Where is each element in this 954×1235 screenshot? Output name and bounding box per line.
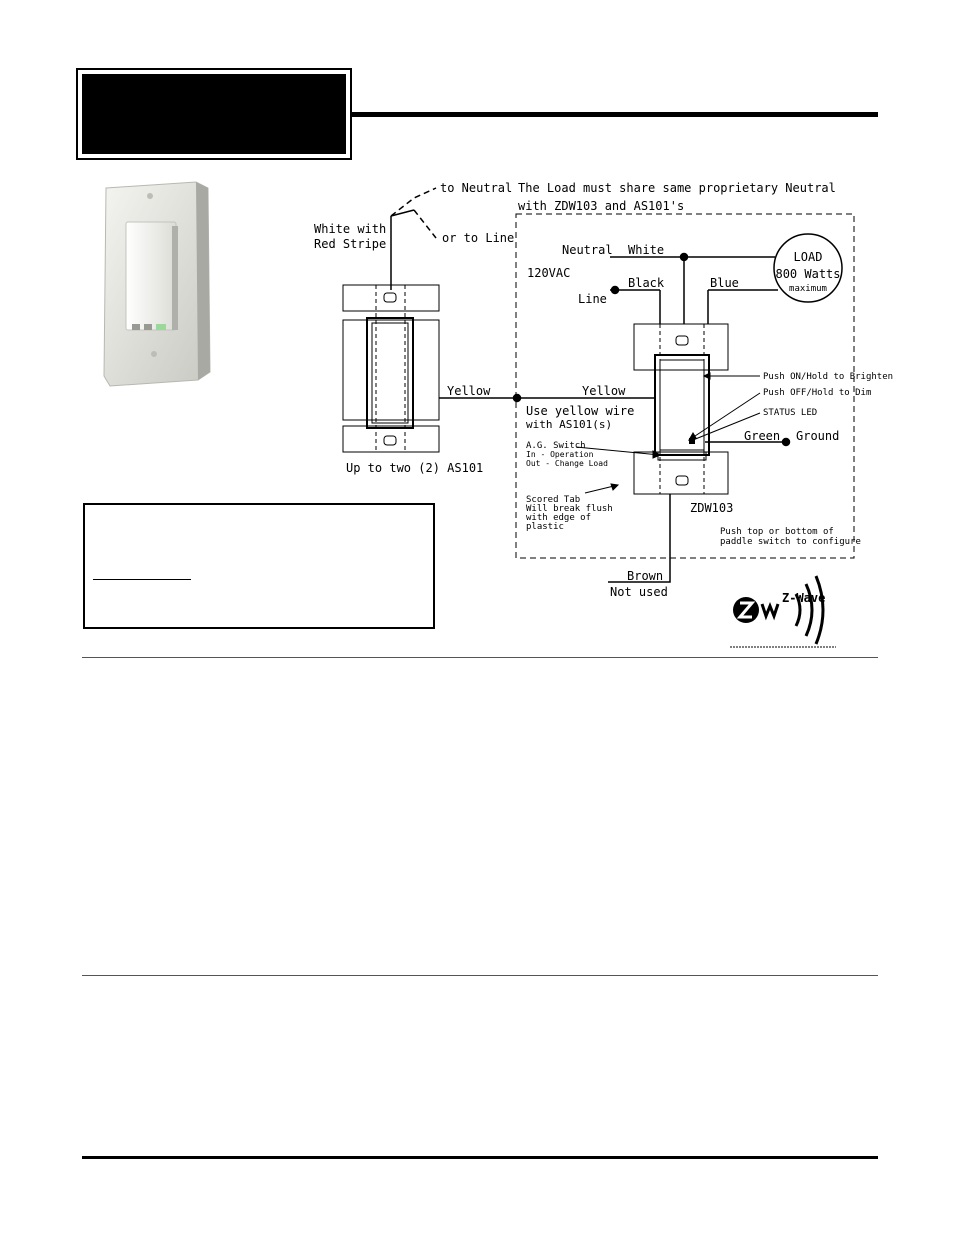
label-neutral-note-1: The Load must share same proprietary Neutral: [518, 181, 836, 195]
label-scored-4: plastic: [526, 522, 564, 532]
label-line: Line: [578, 292, 607, 306]
label-neutral: Neutral: [562, 243, 613, 257]
label-yellow-right: Yellow: [582, 384, 626, 398]
label-push-off: Push OFF/Hold to Dim: [763, 388, 872, 398]
label-up-to-two: Up to two (2) AS101: [346, 461, 484, 475]
label-green: Green: [744, 429, 781, 443]
label-model: ZDW103: [690, 501, 734, 515]
label-use-yellow-1: Use yellow wire: [526, 404, 635, 418]
footer-rule: [82, 1156, 878, 1159]
label-white: White: [628, 243, 665, 257]
label-blue: Blue: [710, 276, 739, 290]
label-ag-switch-1: A.G. Switch: [526, 441, 586, 451]
label-push-top-1: Push top or bottom of: [720, 527, 834, 537]
label-scored-2: Will break flush: [526, 504, 613, 514]
label-push-top-2: paddle switch to configure: [720, 537, 861, 547]
label-status-led: STATUS LED: [763, 408, 818, 418]
zdw103-switch: [634, 324, 728, 494]
label-load-max: maximum: [789, 284, 827, 294]
label-scored-3: with edge of: [526, 513, 592, 523]
note-box: [83, 503, 435, 629]
line-junction: [612, 287, 619, 294]
label-neutral-note-2: with ZDW103 and AS101's: [518, 199, 685, 213]
note-box-underline: [93, 579, 191, 580]
label-use-yellow-2: with AS101(s): [526, 418, 613, 431]
section-rule-1: [82, 657, 878, 658]
label-red-stripe: Red Stripe: [314, 237, 387, 251]
label-push-on: Push ON/Hold to Brighten: [763, 372, 894, 382]
zwave-logo-text: Z-Wave: [782, 591, 826, 605]
yellow-junction: [514, 395, 521, 402]
label-black: Black: [628, 276, 665, 290]
label-yellow-left: Yellow: [447, 384, 491, 398]
label-or-to-line: or to Line: [442, 231, 515, 245]
label-ag-switch-3: Out - Change Load: [526, 459, 608, 468]
label-not-used: Not used: [610, 585, 668, 599]
zwave-logo: [728, 570, 838, 650]
label-120vac: 120VAC: [527, 266, 571, 280]
label-white-with: White with: [314, 222, 387, 236]
label-scored-1: Scored Tab: [526, 495, 581, 505]
label-ag-switch-2: In - Operation: [526, 450, 594, 459]
as101-switch: [343, 285, 439, 452]
label-to-neutral: to Neutral: [440, 181, 513, 195]
to-neutral-wire: [391, 188, 436, 216]
label-load: LOAD: [793, 250, 823, 264]
section-rule-2: [82, 975, 878, 976]
label-load-watts: 800 Watts: [775, 267, 841, 281]
label-brown: Brown: [627, 569, 664, 583]
ground-junction: [783, 439, 790, 446]
label-ground: Ground: [796, 429, 840, 443]
to-line-wire: [414, 210, 436, 238]
